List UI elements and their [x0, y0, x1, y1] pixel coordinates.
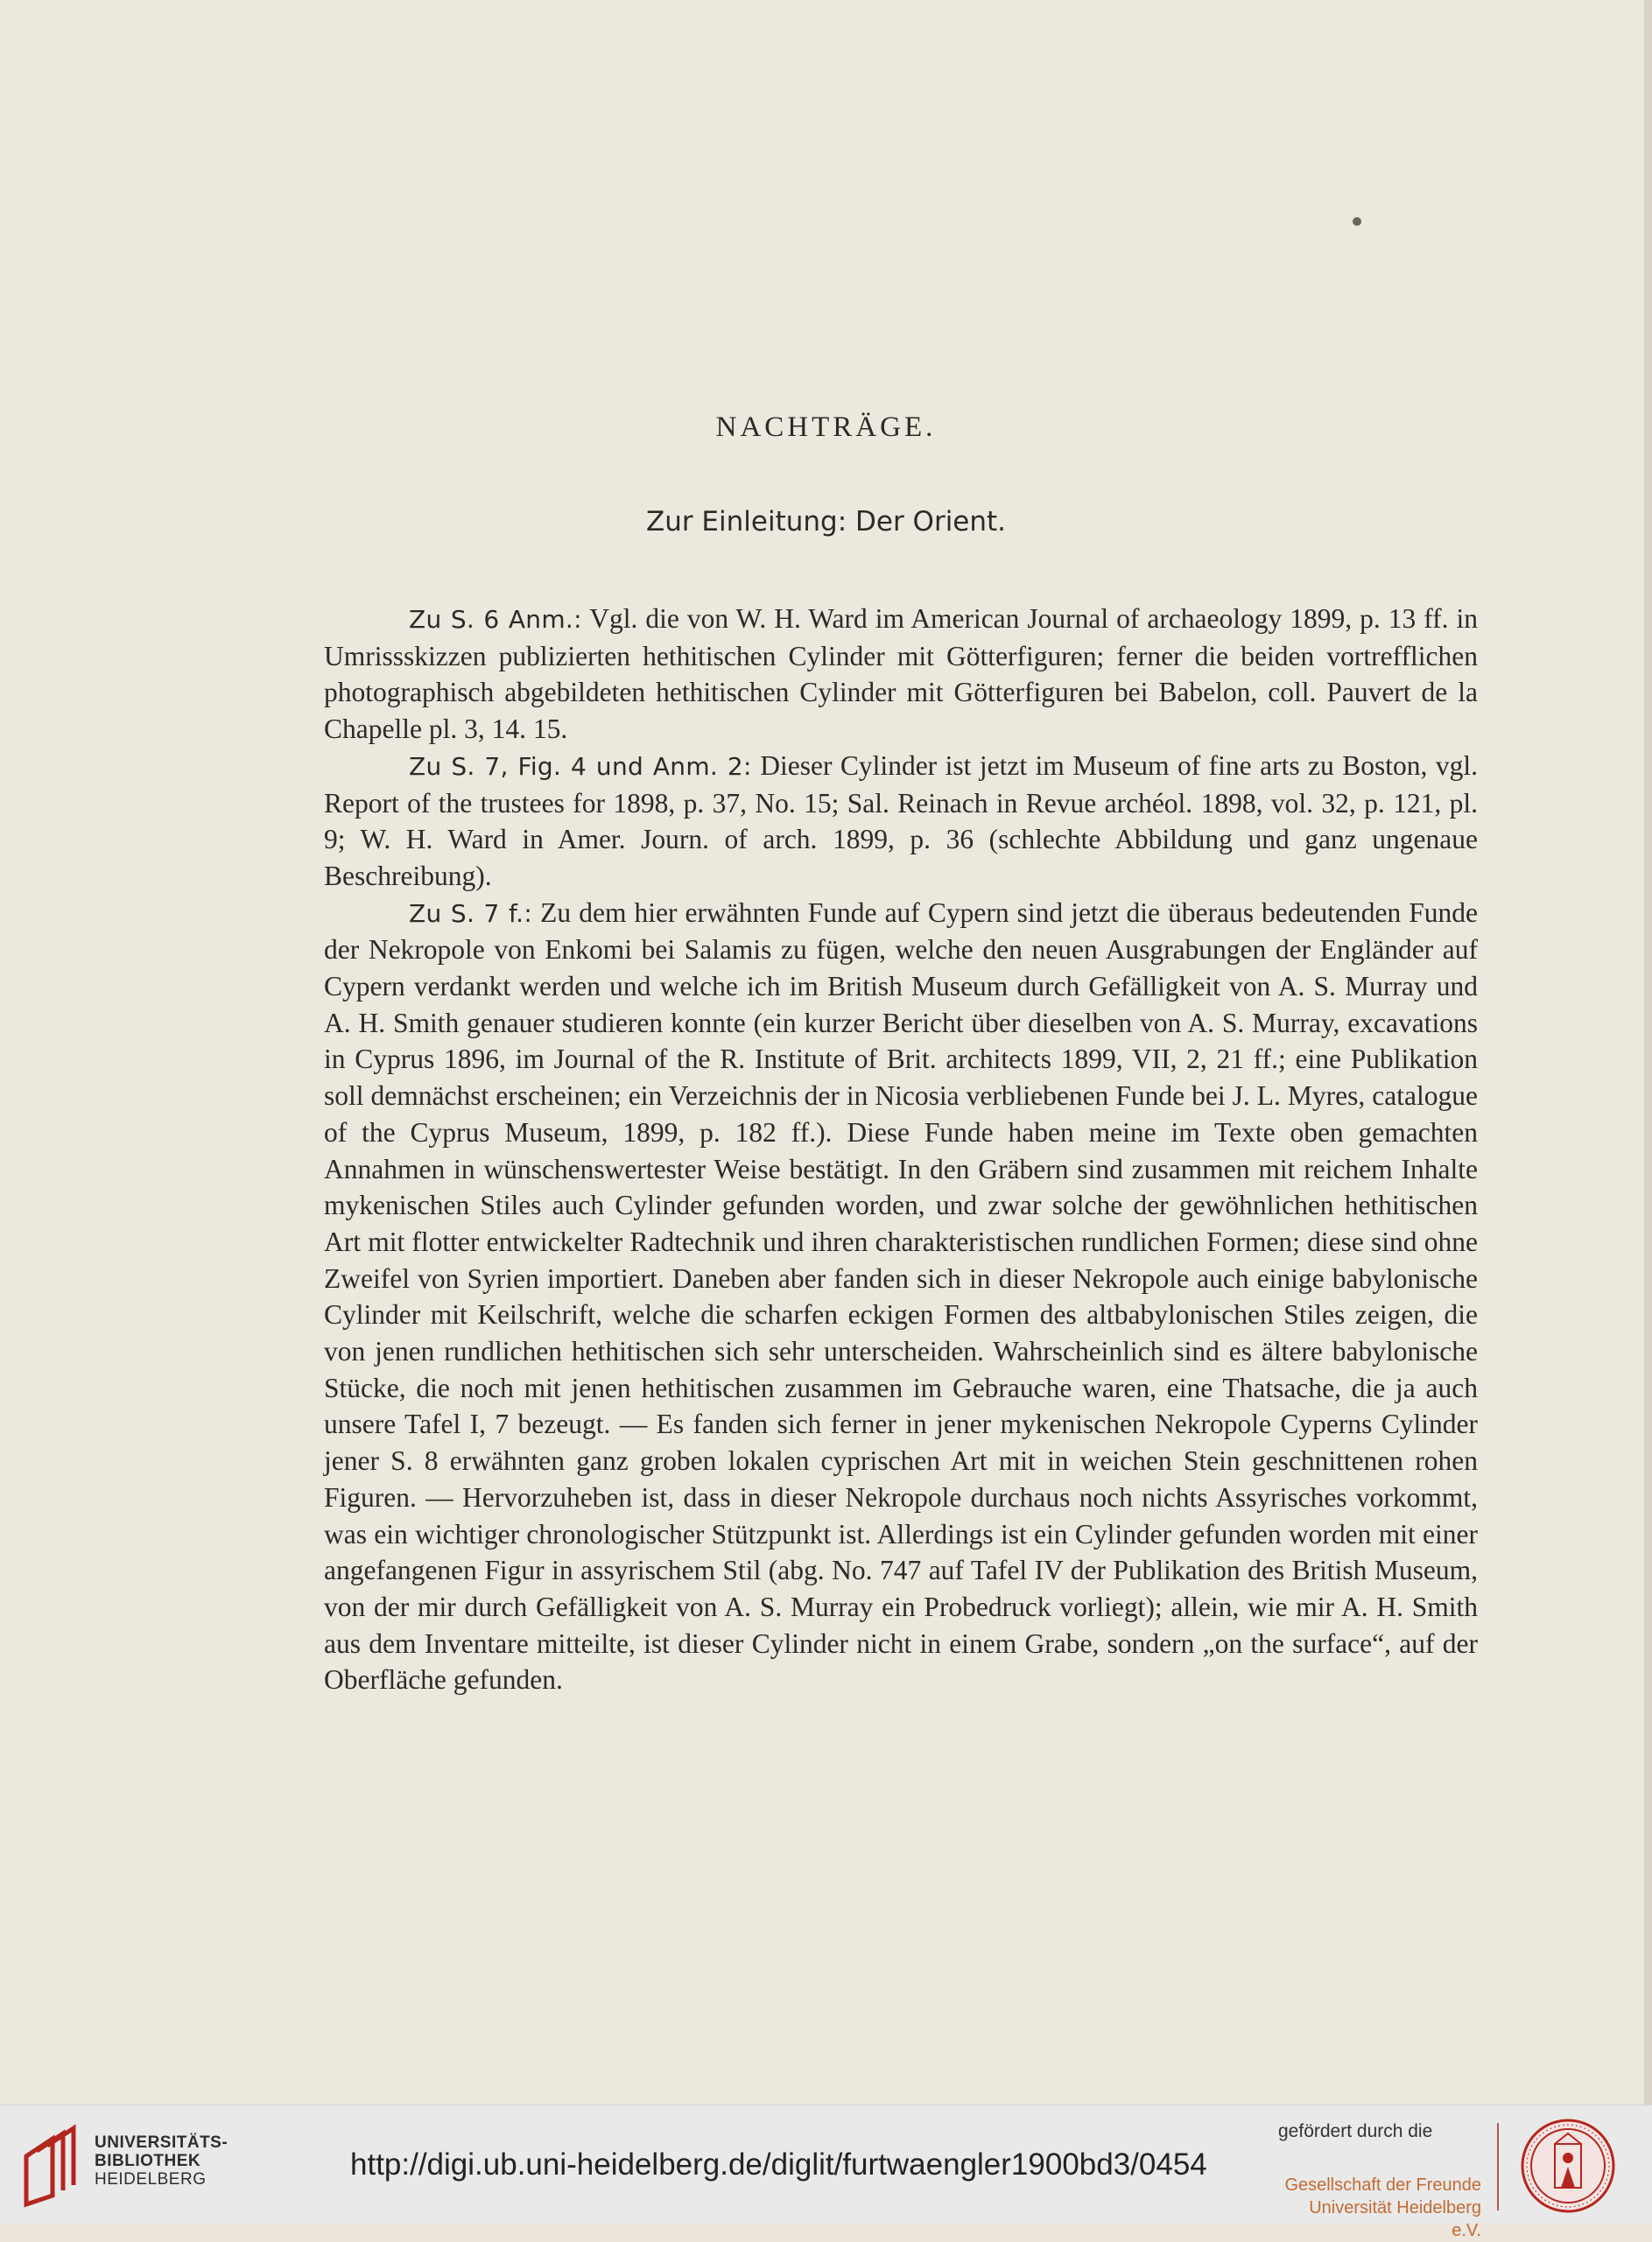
page-title: NACHTRÄGE.: [715, 411, 937, 443]
sponsor-name-line: Universität Heidelberg e.V.: [1309, 2198, 1481, 2240]
paragraph-text: Dieser Cylinder ist jetzt im Museum of fine arts zu Boston, vgl. Report of the trustees for 1898, p. 37, No. 15; Sal. Reinach in Revue archéol. 1898, vol. 32, p. 121, pl. 9; W. H. Ward in Amer. Journ. of arch. 1899, p. 36 (schlechte Abbildung und ganz ungenaue Beschreibung).: [324, 749, 1478, 891]
section-heading: Zur Einleitung: Der Orient.: [645, 506, 1007, 538]
paragraph-text: Zu dem hier erwähnten Funde auf Cypern sind jetzt die überaus bedeutenden Funde der Nekropole von Enkomi bei Salamis zu fügen, welche den neuen Ausgrabungen der Engländer auf Cypern verdankt werden und welche ich im British Museum durch Gefälligkeit von A. S. Murray und A. H. Smith genauer studieren konnte (ein kurzer Bericht über dieselben von A. S. Murray, excavations in Cyprus 1896, im Journal of the R. Institute of Brit. architects 1899, VII, 2, 21 ff.; eine Publikation soll demnächst erscheinen; ein Verzeichnis der in Nicosia verbliebenen Funde bei J. L. Myres, catalogue of the Cyprus Museum, 1899, p. 182 ff.). Diese Funde haben meine im Texte oben gemachten Annahmen in wünschenswertester Weise bestätigt. In den Gräbern sind zusammen mit reichem Inhalte mykenischen Stiles auch Cylinder gefunden worden, und zwar solche der gewöhnlichen hethitischen Art mit flotter entwickelter Radtechnik und ihren charakteristischen rundlichen Formen; diese sind ohne Zweifel von Syrien importiert. Daneben aber fanden sich in dieser Nekropole auch einige babylonische Cylinder mit Keilschrift, welche die scharfen eckigen Formen des altbabylonischen Stiles zeigen, die von jenen rundlichen hethitischen sich sehr unterscheiden. Wahrscheinlich sind es ältere babylonische Stücke, die noch mit jenen hethitischen zusammen im Gebrauche waren, eine Thatsache, die ja auch unsere Tafel I, 7 bezeugt. — Es fanden sich ferner in jener mykenischen Nekropole Cyperns Cylinder jener S. 8 erwähnten ganz groben lokalen cyprischen Art mit in weichen Stein geschnittenen rohen Figuren. — Hervorzuheben ist, dass in dieser Nekropole durchaus noch nichts Assyrisches vorkommt, was ein wichtiger chronologischer Stützpunkt ist. Allerdings ist ein Cylinder gefunden worden mit einer angefangenen Figur in assyrischem Stil (abg. No. 747 auf Tafel IV der Publikation des British Museum, von der mir durch Gefälligkeit von A. S. Murray ein Probedruck vorliegt); allein, wie mir A. H. Smith aus dem Inventare mitteilte, ist dieser Cylinder nicht in einem Grabe, sondern „on the surface“, auf der Oberfläche gefunden.: [324, 896, 1478, 1696]
divider: [1497, 2123, 1499, 2210]
library-name-line: BIBLIOTHEK: [95, 2152, 201, 2170]
paragraph-lead: Zu S. 6 Anm.:: [409, 605, 582, 634]
ub-heidelberg-logo-icon[interactable]: [18, 2121, 81, 2209]
sponsor-name-line: Gesellschaft der Freunde: [1284, 2175, 1481, 2195]
addendum-paragraph: [324, 601, 1478, 748]
addendum-paragraph: [324, 748, 1478, 895]
addendum-paragraph: [324, 895, 1478, 1698]
library-name-line: UNIVERSITÄTS-: [95, 2133, 228, 2152]
permalink-url[interactable]: http://digi.ub.uni-heidelberg.de/diglit/furtwaengler1900bd3/0454: [350, 2147, 1207, 2182]
paragraph-lead: Zu S. 7 f.:: [409, 898, 533, 928]
sponsor-name[interactable]: [1278, 2174, 1481, 2242]
library-name-line: HEIDELBERG: [95, 2170, 207, 2189]
body-text: [324, 601, 1478, 1698]
ink-speck: [1353, 217, 1361, 226]
paragraph-text: Vgl. die von W. H. Ward im American Journal of archaeology 1899, p. 13 ff. in Umrissskizzen publizierten hethitischen Cylinder mit Götterfiguren; ferner die beiden vortrefflichen photographisch abgebildeten hethitischen Cylinder mit Götterfiguren bei Babelon, coll. Pauvert de la Chapelle pl. 3, 14. 15.: [324, 603, 1478, 745]
library-name: [95, 2133, 228, 2189]
university-seal-icon: [1520, 2118, 1616, 2214]
paragraph-lead: Zu S. 7, Fig. 4 und Anm. 2:: [409, 751, 752, 781]
footer-bar: [0, 2105, 1652, 2240]
page-edge: [1644, 0, 1652, 2105]
sponsor-label: gefördert durch die: [1278, 2121, 1433, 2141]
